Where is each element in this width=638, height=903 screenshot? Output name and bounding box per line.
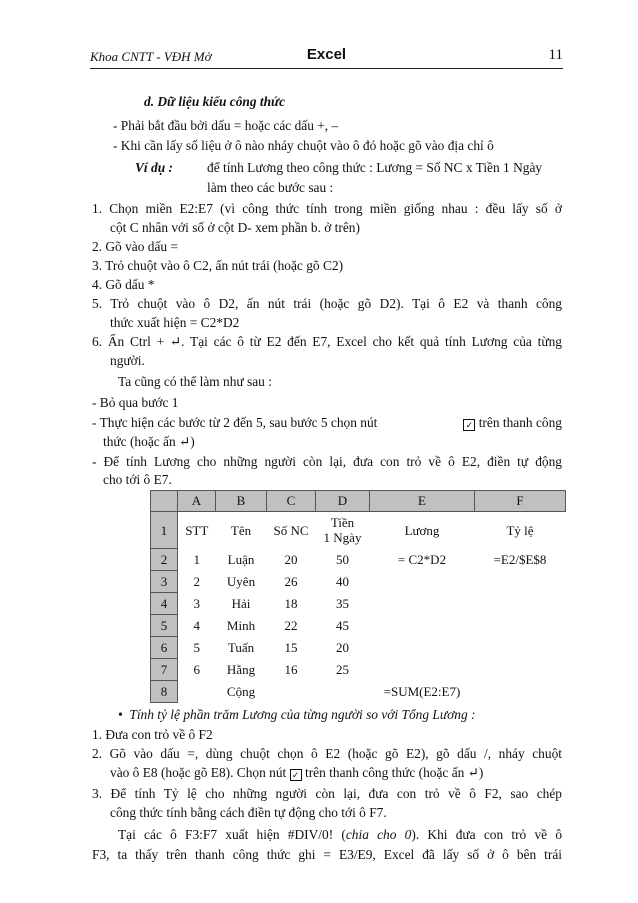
tyle-step: 2. Gõ vào dấu =, dùng chuột chọn ô E2 (hoặc gõ E2), gõ dấu /, nháy chuột [92, 746, 562, 761]
column-header-row [151, 491, 566, 512]
table-row [151, 615, 566, 637]
example-text: làm theo các bước sau : [207, 180, 334, 195]
cell [178, 681, 216, 703]
cell: Lương [404, 522, 440, 538]
column-header: F [475, 491, 566, 512]
cell: 3 [193, 595, 200, 611]
cell: 22 [284, 617, 298, 633]
step-1-cont: cột C nhân với số ở cột D- xem phần b. ở trên) [110, 220, 360, 235]
cell: 18 [284, 595, 298, 611]
cell: 6 [193, 661, 200, 677]
cell: 1 [193, 551, 200, 567]
page-number: 11 [548, 47, 563, 63]
checkmark-icon: ✓ [463, 419, 475, 431]
row-header: 5 [151, 615, 178, 637]
column-header: E [370, 491, 475, 512]
bullet-line: - Khi cần lấy số liệu ở ô nào nháy chuột vào ô đó hoặc gõ vào địa chỉ ô [113, 138, 494, 153]
step-2: 2. Gõ vào dấu = [92, 239, 179, 254]
row-header: 4 [151, 593, 178, 615]
cell: 45 [336, 617, 349, 633]
cell: STT [185, 522, 209, 538]
table-row [151, 512, 566, 549]
cell [370, 593, 475, 615]
cell: =E2/$E$8 [493, 551, 547, 567]
cell [475, 659, 566, 681]
cell [370, 659, 475, 681]
table-row [151, 659, 566, 681]
cell: Số NC [273, 522, 309, 538]
page-header [90, 44, 563, 66]
section-title: d. Dữ liệu kiểu công thức [144, 94, 286, 109]
cell: 2 [193, 573, 200, 589]
cell: 15 [284, 639, 298, 655]
cell: Tỷ lệ [506, 522, 534, 538]
alt-step-cont: thức (hoặc ấn ↵) [103, 434, 195, 449]
bullet-dot: • [118, 707, 130, 722]
cell: Hải [231, 595, 251, 611]
table-row [151, 593, 566, 615]
cell: 26 [284, 573, 298, 589]
column-header: A [178, 491, 216, 512]
cell [475, 571, 566, 593]
cell: Tiền 1 Ngày [323, 515, 362, 546]
table-row [151, 637, 566, 659]
cell: = C2*D2 [397, 551, 447, 567]
cell: Hằng [226, 661, 256, 677]
cell: 40 [336, 573, 349, 589]
step-1: 1. Chọn miền E2:E7 (vì công thức tính trong miền giống nhau : đều lấy số ở [92, 201, 562, 216]
header-divider [90, 68, 563, 69]
row-header: 7 [151, 659, 178, 681]
row-header: 2 [151, 549, 178, 571]
header-department: Khoa CNTT - VĐH Mở [90, 49, 212, 64]
table-row [151, 681, 566, 703]
corner-cell [151, 491, 178, 512]
cell [370, 571, 475, 593]
alt-step: - Bỏ qua bước 1 [92, 395, 179, 410]
cell: 20 [284, 551, 298, 567]
cell [475, 593, 566, 615]
row-header: 3 [151, 571, 178, 593]
tyle-step-cont: vào ô E8 (hoặc gõ E8). Chọn nút ✓ trên thanh công thức (hoặc ấn ↵) [110, 765, 484, 780]
alt-step [92, 414, 562, 432]
alt-step-text: ✓ trên thanh công [463, 414, 562, 432]
step-5: 5. Trỏ chuột vào ô D2, ấn nút trái (hoặc gõ D2). Tại ô E2 và thanh công [92, 296, 562, 311]
cell [475, 637, 566, 659]
step-5-cont: thức xuất hiện = C2*D2 [110, 315, 240, 330]
cell: 25 [336, 661, 349, 677]
final-paragraph-cont: F3, ta thấy trên thanh công thức ghi = E3/E9, Excel đã lấy số ở ô bên trái [92, 847, 562, 862]
cell: 4 [193, 617, 200, 633]
step-3: 3. Trỏ chuột vào ô C2, ấn nút trái (hoặc gõ C2) [92, 258, 344, 273]
alt-step: - Để tính Lương cho những người còn lại, đưa con trỏ về ô E2, điền tự động [92, 454, 562, 469]
cell [370, 615, 475, 637]
cell: Cộng [226, 683, 256, 699]
spreadsheet-table [150, 490, 566, 703]
cell [267, 681, 316, 703]
alt-step-text: - Thực hiện các bước từ 2 đến 5, sau bước 5 chọn nút [92, 415, 378, 430]
table-row [151, 549, 566, 571]
tyle-step: 1. Đưa con trỏ về ô F2 [92, 727, 213, 742]
tyle-bullet: • Tính tỷ lệ phần trăm Lương của từng người so với Tổng Lương : [118, 707, 476, 722]
column-header: C [267, 491, 316, 512]
cell: =SUM(E2:E7) [383, 683, 461, 699]
cell: Minh [226, 617, 256, 633]
cell [316, 681, 370, 703]
example-label: Ví dụ : [135, 160, 173, 175]
column-header: D [316, 491, 370, 512]
bullet-line: - Phải bắt đầu bởi dấu = hoặc các dấu +, – [113, 118, 339, 133]
cell: Tuấn [227, 639, 255, 655]
step-4: 4. Gõ dấu * [92, 277, 155, 292]
cell: Uyên [226, 573, 256, 589]
alt-step-cont: cho tới ô E7. [103, 472, 172, 487]
header-title: Excel [306, 46, 347, 63]
cell: Luận [227, 551, 255, 567]
checkmark-icon: ✓ [290, 769, 302, 781]
cell: 50 [336, 551, 349, 567]
table-row [151, 571, 566, 593]
cell [475, 615, 566, 637]
row-header: 6 [151, 637, 178, 659]
cell: 16 [284, 661, 298, 677]
column-header: B [216, 491, 267, 512]
cell [370, 637, 475, 659]
tyle-step-cont: công thức tính bằng cách điền tự động cho tới ô F7. [110, 805, 387, 820]
row-header: 8 [151, 681, 178, 703]
step-6-cont: người. [110, 353, 145, 368]
cell: 5 [193, 639, 200, 655]
alt-intro: Ta cũng có thể làm như sau : [118, 374, 272, 389]
cell: 20 [336, 639, 349, 655]
tyle-step: 3. Để tính Tỷ lệ cho những người còn lại, đưa con trỏ về ô F2, sao chép [92, 786, 562, 801]
cell: 35 [336, 595, 349, 611]
final-paragraph: Tại các ô F3:F7 xuất hiện #DIV/0! (chia cho 0). Khi đưa con trỏ về ô [118, 827, 563, 842]
step-6: 6. Ấn Ctrl + ↵. Tại các ô từ E2 đến E7, Excel cho kết quả tính Lương của từng [92, 334, 562, 349]
cell: Tên [230, 522, 252, 538]
cell [475, 681, 566, 703]
row-header: 1 [151, 512, 178, 549]
example-text: để tính Lương theo công thức : Lương = Số NC x Tiền 1 Ngày [207, 160, 543, 175]
